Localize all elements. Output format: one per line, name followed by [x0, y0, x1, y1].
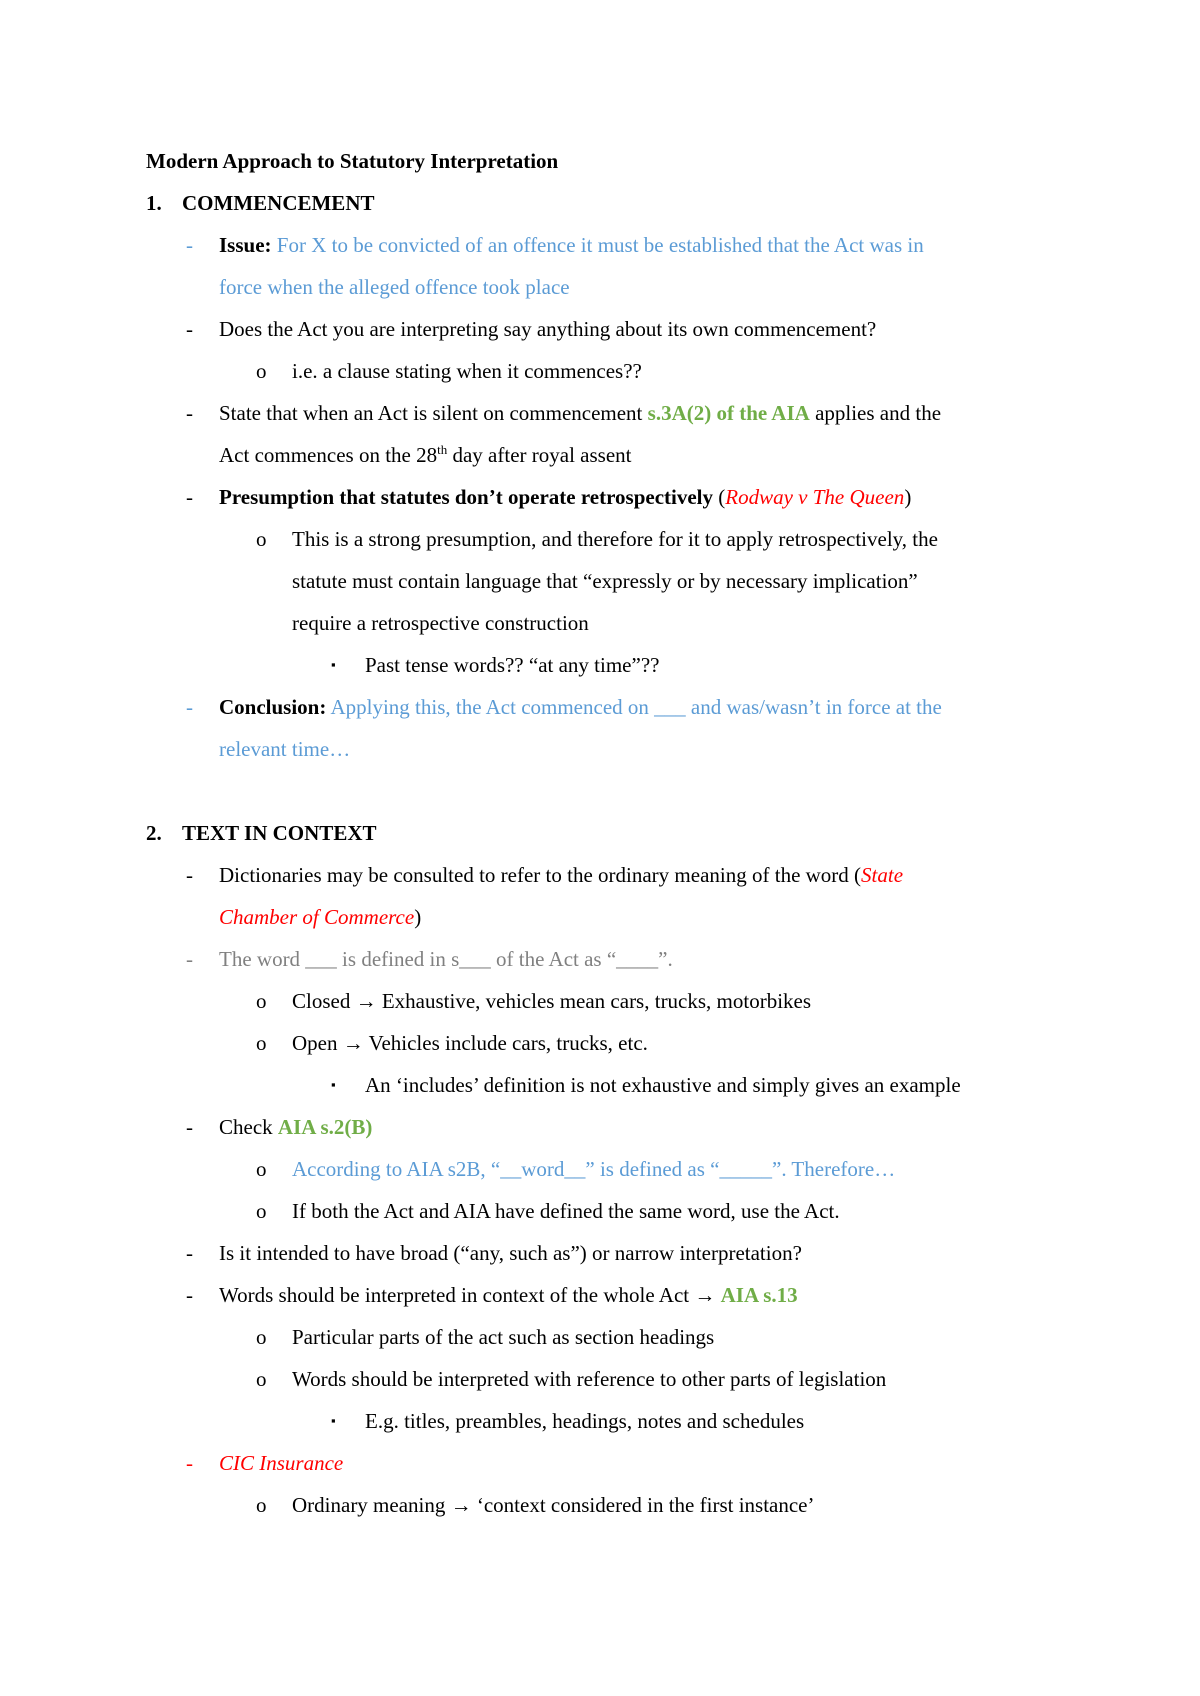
circle-bullet: o: [256, 1367, 267, 1391]
circle-bullet: o: [256, 359, 267, 383]
item-text: Check: [219, 1115, 278, 1139]
item-text: Words should be interpreted in context of the whole Act →: [219, 1283, 721, 1307]
circle-bullet: o: [256, 1325, 267, 1349]
item-text: An ‘includes’ definition is not exhaustive and simply gives an example: [365, 1073, 961, 1097]
dash-bullet: -: [186, 947, 193, 971]
case-name: State: [861, 863, 904, 887]
paren: ): [414, 905, 422, 929]
item-text: E.g. titles, preambles, headings, notes and schedules: [365, 1409, 805, 1433]
dash-bullet: -: [186, 401, 193, 425]
statute-reference: AIA s.13: [720, 1283, 798, 1307]
list-item-cic-insurance: [146, 1442, 1066, 1484]
circle-bullet: o: [256, 989, 267, 1013]
case-name: CIC Insurance: [219, 1451, 344, 1475]
list-item-silent-commencement: [146, 392, 1066, 434]
sub-sub-item-past-tense: [146, 644, 1066, 686]
sub-sub-item-eg: [146, 1400, 1066, 1442]
list-item-commencement-question: [146, 308, 1066, 350]
list-item-conclusion-cont: [146, 728, 1066, 770]
sub-item-ordinary-meaning: [146, 1484, 1066, 1526]
conclusion-text-cont: relevant time…: [219, 737, 351, 761]
list-item-check-aia: [146, 1106, 1066, 1148]
sub-item-particular-parts: [146, 1316, 1066, 1358]
statute-reference: s.3A(2) of the AIA: [647, 401, 810, 425]
item-text: The word ___ is defined in s___ of the Act as “____”.: [219, 947, 673, 971]
sub-item-clause: [146, 350, 1066, 392]
document-page: [146, 140, 1066, 1526]
section-spacer: [146, 770, 1066, 812]
section-number: 2.: [146, 821, 162, 845]
item-text: If both the Act and AIA have defined the same word, use the Act.: [292, 1199, 840, 1223]
item-text: This is a strong presumption, and therefore for it to apply retrospectively, the: [292, 527, 938, 551]
sub-item-strong-cont: [146, 560, 1066, 602]
square-bullet: ▪: [331, 1413, 336, 1428]
sub-item-both-defined: [146, 1190, 1066, 1232]
dash-bullet: -: [186, 317, 193, 341]
sub-item-strong-cont: [146, 602, 1066, 644]
presumption-text: Presumption that statutes don’t operate retrospectively: [219, 485, 714, 509]
section-title: COMMENCEMENT: [182, 191, 375, 215]
section-heading-commencement: [146, 182, 1066, 224]
issue-text-cont: force when the alleged offence took place: [219, 275, 570, 299]
item-text: day after royal assent: [447, 443, 632, 467]
case-name: Rodway v The Queen: [725, 485, 905, 509]
sub-item-closed: [146, 980, 1066, 1022]
item-text: require a retrospective construction: [292, 611, 589, 635]
conclusion-label: Conclusion:: [219, 695, 327, 719]
item-text: State that when an Act is silent on commencement: [219, 401, 648, 425]
dash-bullet: -: [186, 485, 193, 509]
item-text: Words should be interpreted with reference to other parts of legislation: [292, 1367, 887, 1391]
circle-bullet: o: [256, 1493, 267, 1517]
list-item-dictionaries-cont: [146, 896, 1066, 938]
item-text: Closed → Exhaustive, vehicles mean cars, trucks, motorbikes: [292, 989, 812, 1013]
issue-label: Issue:: [219, 233, 272, 257]
issue-text: For X to be convicted of an offence it must be established that the Act was in: [276, 233, 924, 257]
item-text: Open → Vehicles include cars, trucks, etc.: [292, 1031, 648, 1055]
paren: (: [713, 485, 726, 509]
item-text: Ordinary meaning → ‘context considered in the first instance’: [292, 1493, 815, 1517]
list-item-silent-cont: [146, 434, 1066, 476]
list-item-conclusion: [146, 686, 1066, 728]
section-heading-text-in-context: [146, 812, 1066, 854]
dash-bullet: -: [186, 1115, 193, 1139]
item-text: statute must contain language that “expressly or by necessary implication”: [292, 569, 918, 593]
dash-bullet: -: [186, 233, 193, 257]
sub-sub-item-includes: [146, 1064, 1066, 1106]
square-bullet: ▪: [331, 657, 336, 672]
circle-bullet: o: [256, 1031, 267, 1055]
paren: ): [904, 485, 912, 509]
circle-bullet: o: [256, 527, 267, 551]
item-text: Dictionaries may be consulted to refer to the ordinary meaning of the word (: [219, 863, 862, 887]
ordinal-suffix: th: [437, 442, 448, 457]
sub-item-according: [146, 1148, 1066, 1190]
dash-bullet: -: [186, 1283, 193, 1307]
list-item-whole-act: [146, 1274, 1066, 1316]
item-text: Does the Act you are interpreting say anything about its own commencement?: [219, 317, 877, 341]
conclusion-text: Applying this, the Act commenced on ___ and was/wasn’t in force at the: [330, 695, 942, 719]
item-text: Particular parts of the act such as section headings: [292, 1325, 715, 1349]
list-item-dictionaries: [146, 854, 1066, 896]
item-text: Act commences on the 28: [219, 443, 438, 467]
sub-item-strong-presumption: [146, 518, 1066, 560]
dash-bullet: -: [186, 695, 193, 719]
item-text: i.e. a clause stating when it commences??: [292, 359, 642, 383]
section-title: TEXT IN CONTEXT: [182, 821, 377, 845]
list-item-presumption: [146, 476, 1066, 518]
circle-bullet: o: [256, 1199, 267, 1223]
dash-bullet: -: [186, 863, 193, 887]
list-item-defined-template: [146, 938, 1066, 980]
item-text: Past tense words?? “at any time”??: [365, 653, 660, 677]
document-title: Modern Approach to Statutory Interpretation: [146, 149, 559, 173]
section-number: 1.: [146, 191, 162, 215]
list-item-broad-narrow: [146, 1232, 1066, 1274]
sub-item-open: [146, 1022, 1066, 1064]
item-text: Is it intended to have broad (“any, such as”) or narrow interpretation?: [219, 1241, 802, 1265]
list-item-issue: [146, 224, 1066, 266]
dash-bullet: -: [186, 1451, 193, 1475]
circle-bullet: o: [256, 1157, 267, 1181]
list-item-issue-cont: [146, 266, 1066, 308]
dash-bullet: -: [186, 1241, 193, 1265]
case-name-cont: Chamber of Commerce: [219, 905, 415, 929]
sub-item-other-parts: [146, 1358, 1066, 1400]
square-bullet: ▪: [331, 1077, 336, 1092]
item-text: applies and the: [809, 401, 942, 425]
statute-reference: AIA s.2(B): [277, 1115, 373, 1139]
item-text: According to AIA s2B, “__word__” is defined as “_____”. Therefore…: [292, 1157, 896, 1181]
